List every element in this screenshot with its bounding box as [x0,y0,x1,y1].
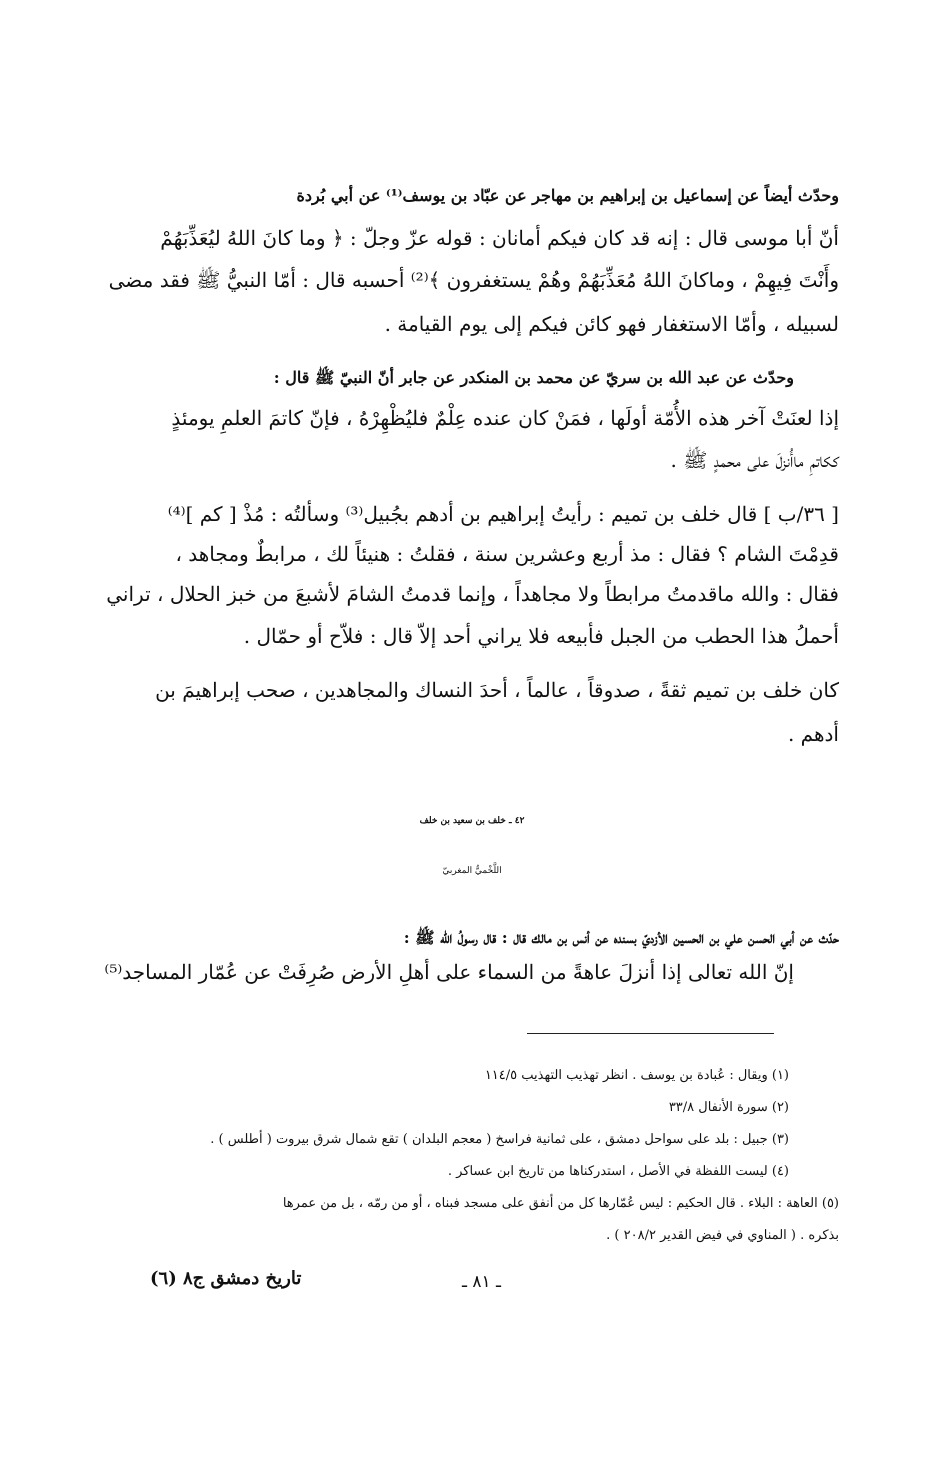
book-title-footer: تاريخ دمشق ج٨ (٦) [150,1268,302,1289]
narration-1: وحدّث أيضاً عن إسماعيل بن إبراهيم بن مهاجر عن عبّاد بن يوسف⁽¹⁾ عن أبي بُردة [296,186,839,205]
text-line: إنّ الله تعالى إذا أنزلَ عاهةً من السماء على أهلِ الأرض صُرِفَتْ عن عُمّار المساجد⁽⁵⁾ [104,960,794,984]
footnote: (٤) ليست اللفظة في الأصل ، استدركناها من تاريخ ابن عساكر . [447,1164,789,1179]
text-line: لسبيله ، وأمّا الاستغفار فهو كائن فيكم إلى يوم القيامة . [384,312,839,336]
footnote-separator [527,1033,774,1034]
footnote: (٥) العاهة : البلاء . قال الحكيم : ليس عُمّارها كل من أنفق على مسجد فبناه ، أو من رمّه ، بل من عمرها [282,1196,839,1211]
footnote: (٢) سورة الأنفال ٣٣/٨ [668,1100,789,1115]
text-line: ككاتمِ ماأُنزلَ على محمدٍ ﷺ . [670,448,839,472]
text-line: فقال : والله ماقدمتُ مرابطاً ولا مجاهداً ، وإنما قدمتُ الشامَ لأشبعَ من خبز الحلال ، تراني [106,582,839,606]
text-line: [ ٣٦/ب ] قال خلف بن تميم : رأيتُ إبراهيم بن أدهم بجُبيل⁽³⁾ وسألتُه : مُذْ [ كم ]⁽⁴⁾ [167,502,839,526]
entry-title: ٤٢ ـ خلف بن سعيد بن خلف [419,816,525,826]
narration-5: حدّث عن أبي الحسن علي بن الحسين الأزديّ بسنده عن أنس بن مالك قال : قال رسولُ الله ﷺ : [403,928,839,947]
entry-subtitle: اللَّخْميُّ المغربيّ [442,866,502,876]
footnote: (١) ويقال : عُبادة بن يوسف . انظر تهذيب التهذيب ١١٤/٥ [484,1068,789,1083]
text-line: أنّ أبا موسى قال : إنه قد كان فيكم أمانان : قوله عزّ وجلّ : ﴿ وما كانَ اللهُ ليُعَذِّبَهُمْ [160,226,839,250]
text-line: كان خلف بن تميم ثقةً ، صدوقاً ، عالماً ، أحدَ النساك والمجاهدين ، صحب إبراهيمَ بن [155,678,839,702]
text-line: قدِمْتَ الشام ؟ فقال : مذ أربع وعشرين سنة ، فقلتُ : هنيئاً لك ، مرابطٌ ومجاهد ، [175,542,839,566]
footnote: (٣) جبيل : بلد على سواحل دمشق ، على ثمانية فراسخ ( معجم البلدان ) تقع شمال شرق بيروت ( أطلس ) . [210,1132,789,1147]
text-line: إذا لعنَتْ آخر هذه الأُمّة أولَها ، فمَنْ كان عنده عِلْمٌ فليُظْهِرْهُ ، فإنّ كاتمَ العلمِ يومئذٍ [171,406,839,430]
text-line: أحملُ هذا الحطب من الجبل فأبيعه فلا يراني أحد إلاّ قال : فلاّح أو حمّال . [243,624,839,648]
narration-2: وحدّث عن عبد الله بن سريّ عن محمد بن المنكدر عن جابر أنّ النبيّ ﷺ قال : [273,368,794,387]
text-line: أدهم . [787,722,839,746]
text-line: وأَنْتَ فِيهِمْ ، وماكانَ اللهُ مُعَذِّبَهُمْ وهُمْ يستغفرون ﴾⁽²⁾ أحسبه قال : أمّا النبيُّ ﷺ فقد مضى [108,268,839,292]
page-number: ـ ٨١ ـ [462,1272,502,1292]
footnote: بذكره . ( المناوي في فيض القدير ٢٠٨/٢ ) . [606,1228,839,1243]
